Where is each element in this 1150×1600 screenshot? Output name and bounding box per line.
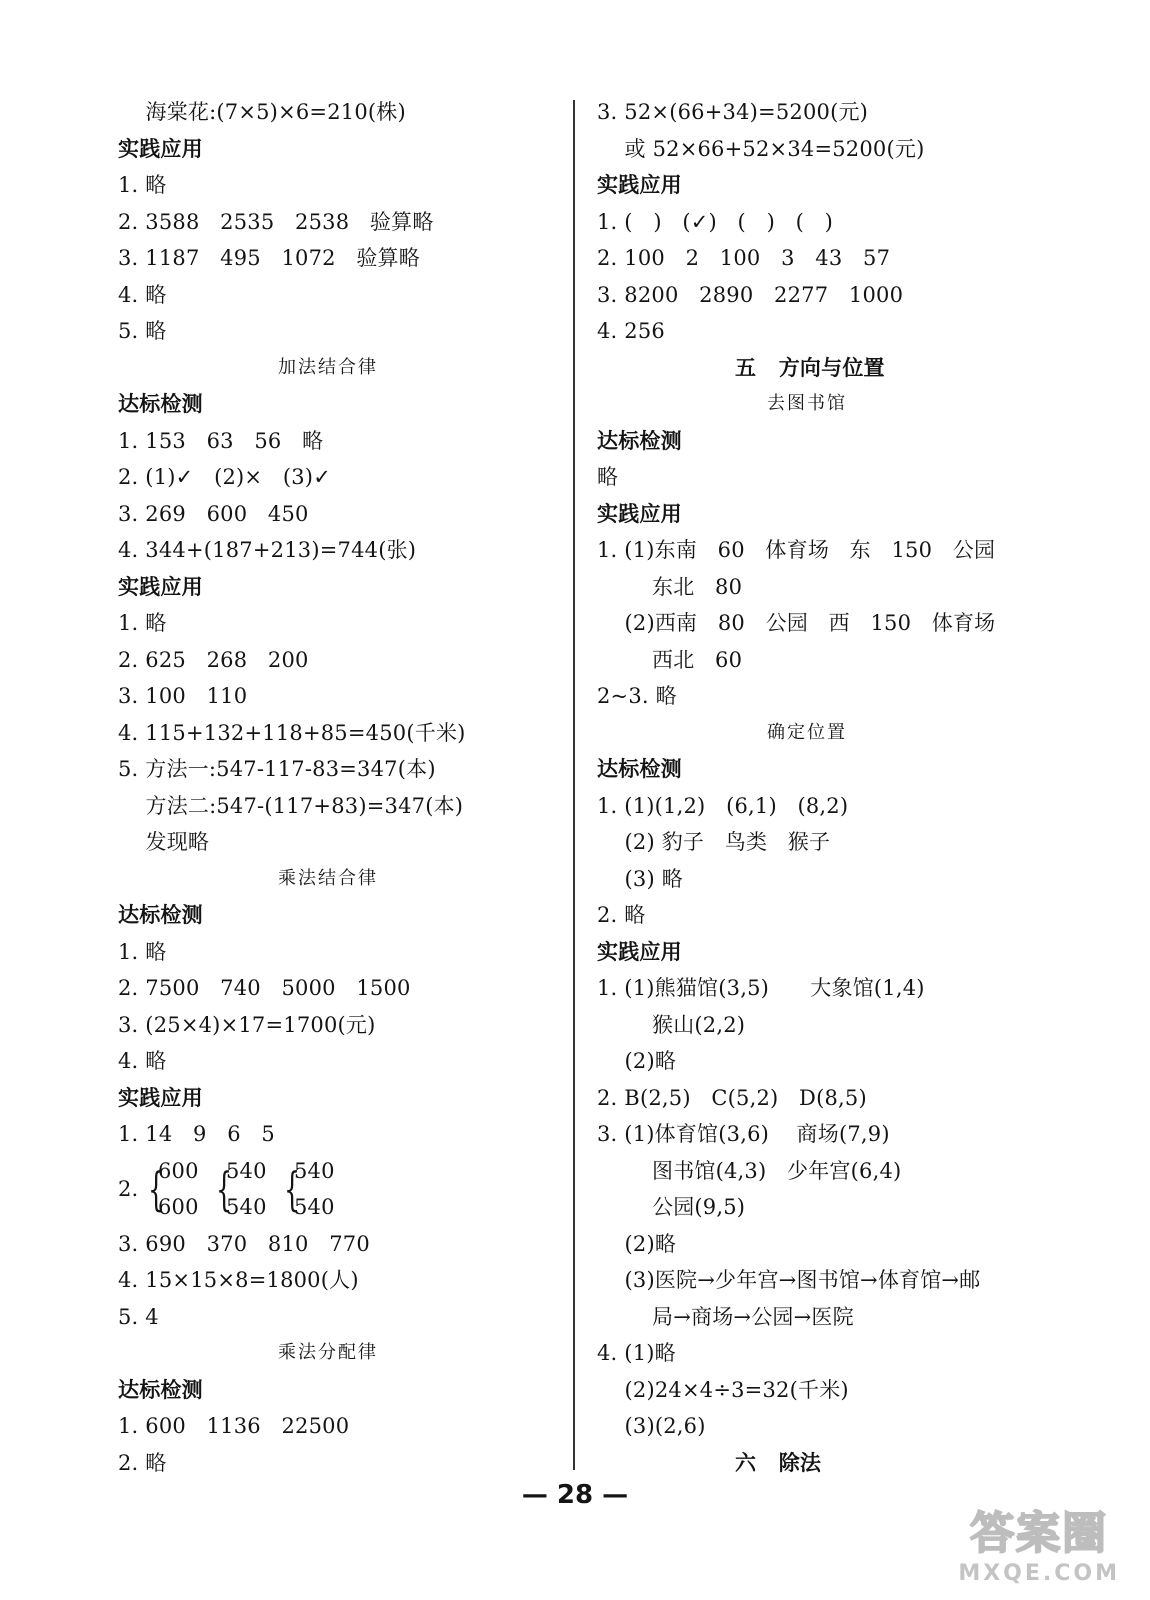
lesson-title: 乘法结合律 xyxy=(278,867,378,889)
answer-line: 2. B(2,5) C(5,2) D(8,5) xyxy=(597,1085,867,1110)
answer-line: 2. 略 xyxy=(597,903,646,927)
section-heading: 实践应用 xyxy=(597,939,682,964)
answer-line: 1. 153 63 56 略 xyxy=(118,428,324,453)
answer-line: 3. 100 110 xyxy=(118,684,248,708)
lesson-title: 确定位置 xyxy=(767,721,847,743)
answer-line: 5. 4 xyxy=(118,1304,159,1329)
lesson-title: 去图书馆 xyxy=(767,393,847,414)
section-heading: 达标检测 xyxy=(118,903,203,927)
answer-line: 1. ( ) (✓) ( ) ( ) xyxy=(597,209,834,234)
answer-line: 2. 3588 2535 2538 验算略 xyxy=(118,209,434,234)
answer-line: 猴山(2,2) xyxy=(597,1012,746,1037)
answer-line: 或 52×66+52×34=5200(元) xyxy=(597,136,925,161)
column-divider xyxy=(573,100,575,1470)
answer-line: 2. 7500 740 5000 1500 xyxy=(118,976,411,1000)
answer-line: 图书馆(4,3) 少年宫(6,4) xyxy=(597,1158,902,1183)
section-heading: 实践应用 xyxy=(118,1085,203,1110)
answer-line: 3. (1)体育馆(3,6) 商场(7,9) xyxy=(597,1122,890,1146)
answer-line: 4. 15×15×8=1800(人) xyxy=(118,1268,359,1292)
section-heading: 达标检测 xyxy=(597,428,682,453)
lesson-title: 加法结合律 xyxy=(278,356,378,378)
answer-line: 局→商场→公园→医院 xyxy=(597,1304,854,1329)
answer-line: 1. (1)(1,2) (6,1) (8,2) xyxy=(597,793,849,818)
brace-value: 540 xyxy=(294,1195,335,1219)
brace-symbol: { xyxy=(148,1161,165,1216)
answer-line: 1. 略 xyxy=(118,939,167,964)
answer-line: (3) 略 xyxy=(597,866,683,891)
brace-value: 540 xyxy=(226,1195,267,1219)
answer-line: 1. 略 xyxy=(118,611,167,635)
answer-line: 2. (1)✓ (2)× (3)✓ xyxy=(118,465,331,489)
watermark-logo xyxy=(958,1497,1120,1586)
answer-line: 3. 690 370 810 770 xyxy=(118,1231,370,1256)
brace-value: 540 xyxy=(294,1158,335,1183)
answer-line: 4. 115+132+118+85=450(千米) xyxy=(118,720,466,745)
brace-value: 540 xyxy=(226,1158,267,1183)
answer-line: 3. 8200 2890 2277 1000 xyxy=(597,282,904,307)
section-heading: 达标检测 xyxy=(597,757,682,781)
brace-symbol: { xyxy=(216,1161,233,1216)
answer-line: 2~3. 略 xyxy=(597,684,677,708)
unit-title: 六 除法 xyxy=(735,1450,822,1475)
answer-line: 4. 略 xyxy=(118,1049,167,1073)
answer-line: 公园(9,5) xyxy=(597,1195,746,1219)
answer-line: 3. 1187 495 1072 验算略 xyxy=(118,246,420,270)
answer-line: 3. 269 600 450 xyxy=(118,501,309,526)
item-number: 2. xyxy=(118,1176,139,1201)
section-heading: 实践应用 xyxy=(118,574,203,599)
brace-symbol: { xyxy=(284,1161,301,1216)
answer-line: 略 xyxy=(597,465,619,489)
answer-line: 2. 略 xyxy=(118,1450,167,1475)
lesson-title: 乘法分配律 xyxy=(278,1342,378,1363)
answer-line: (2)略 xyxy=(597,1231,677,1256)
answer-line: 1. (1)熊猫馆(3,5) 大象馆(1,4) xyxy=(597,976,925,1000)
watermark-text: 答案圈 xyxy=(970,1508,1109,1559)
answer-line: 1. 600 1136 22500 xyxy=(118,1414,350,1438)
unit-title: 五 方向与位置 xyxy=(735,355,885,380)
answer-line: 3. 52×(66+34)=5200(元) xyxy=(597,100,869,124)
brace-value: 600 xyxy=(158,1158,199,1183)
answer-line: 西北 60 xyxy=(597,647,743,672)
answer-line: 4. 256 xyxy=(597,319,665,343)
answer-line: 东北 80 xyxy=(597,574,743,599)
answer-line: 方法二:547-(117+83)=347(本) xyxy=(118,793,464,818)
answer-line: 3. (25×4)×17=1700(元) xyxy=(118,1012,376,1037)
brace-value: 600 xyxy=(158,1195,199,1219)
answer-line: 1. 14 9 6 5 xyxy=(118,1122,275,1146)
answer-line: 4. (1)略 xyxy=(597,1341,676,1365)
answer-line: (3)(2,6) xyxy=(597,1414,706,1438)
answer-line: 2. 625 268 200 xyxy=(118,647,309,672)
answer-line: (2)略 xyxy=(597,1049,677,1073)
section-heading: 实践应用 xyxy=(597,501,682,526)
answer-line: 2. 100 2 100 3 43 57 xyxy=(597,246,891,270)
left-column xyxy=(118,94,558,1481)
answer-line: (3)医院→少年宫→图书馆→体育馆→邮 xyxy=(597,1268,981,1292)
answer-line: 5. 方法一:547-117-83=347(本) xyxy=(118,757,436,781)
section-heading: 达标检测 xyxy=(118,392,203,416)
answer-line: (2)24×4÷3=32(千米) xyxy=(597,1377,849,1402)
answer-line: 海棠花:(7×5)×6=210(株) xyxy=(118,100,406,124)
answer-line: (2)西南 80 公园 西 150 体育场 xyxy=(597,611,996,635)
answer-line: (2) 豹子 鸟类 猴子 xyxy=(597,830,831,854)
answer-line: 1. 略 xyxy=(118,173,167,197)
answer-line: 1. (1)东南 60 体育场 东 150 公园 xyxy=(597,538,996,562)
answer-line: 4. 略 xyxy=(118,282,167,307)
right-column xyxy=(597,94,1047,1481)
answer-line: 4. 344+(187+213)=744(张) xyxy=(118,538,417,562)
answer-line: 5. 略 xyxy=(118,319,167,343)
section-heading: 实践应用 xyxy=(597,173,682,197)
section-heading: 达标检测 xyxy=(118,1377,203,1402)
watermark-url: MXQE.COM xyxy=(958,1561,1120,1586)
brace-answer-line xyxy=(118,1153,558,1226)
page-number: — 28 — xyxy=(521,1480,629,1510)
section-heading: 实践应用 xyxy=(118,136,203,161)
answer-line: 发现略 xyxy=(118,830,210,854)
